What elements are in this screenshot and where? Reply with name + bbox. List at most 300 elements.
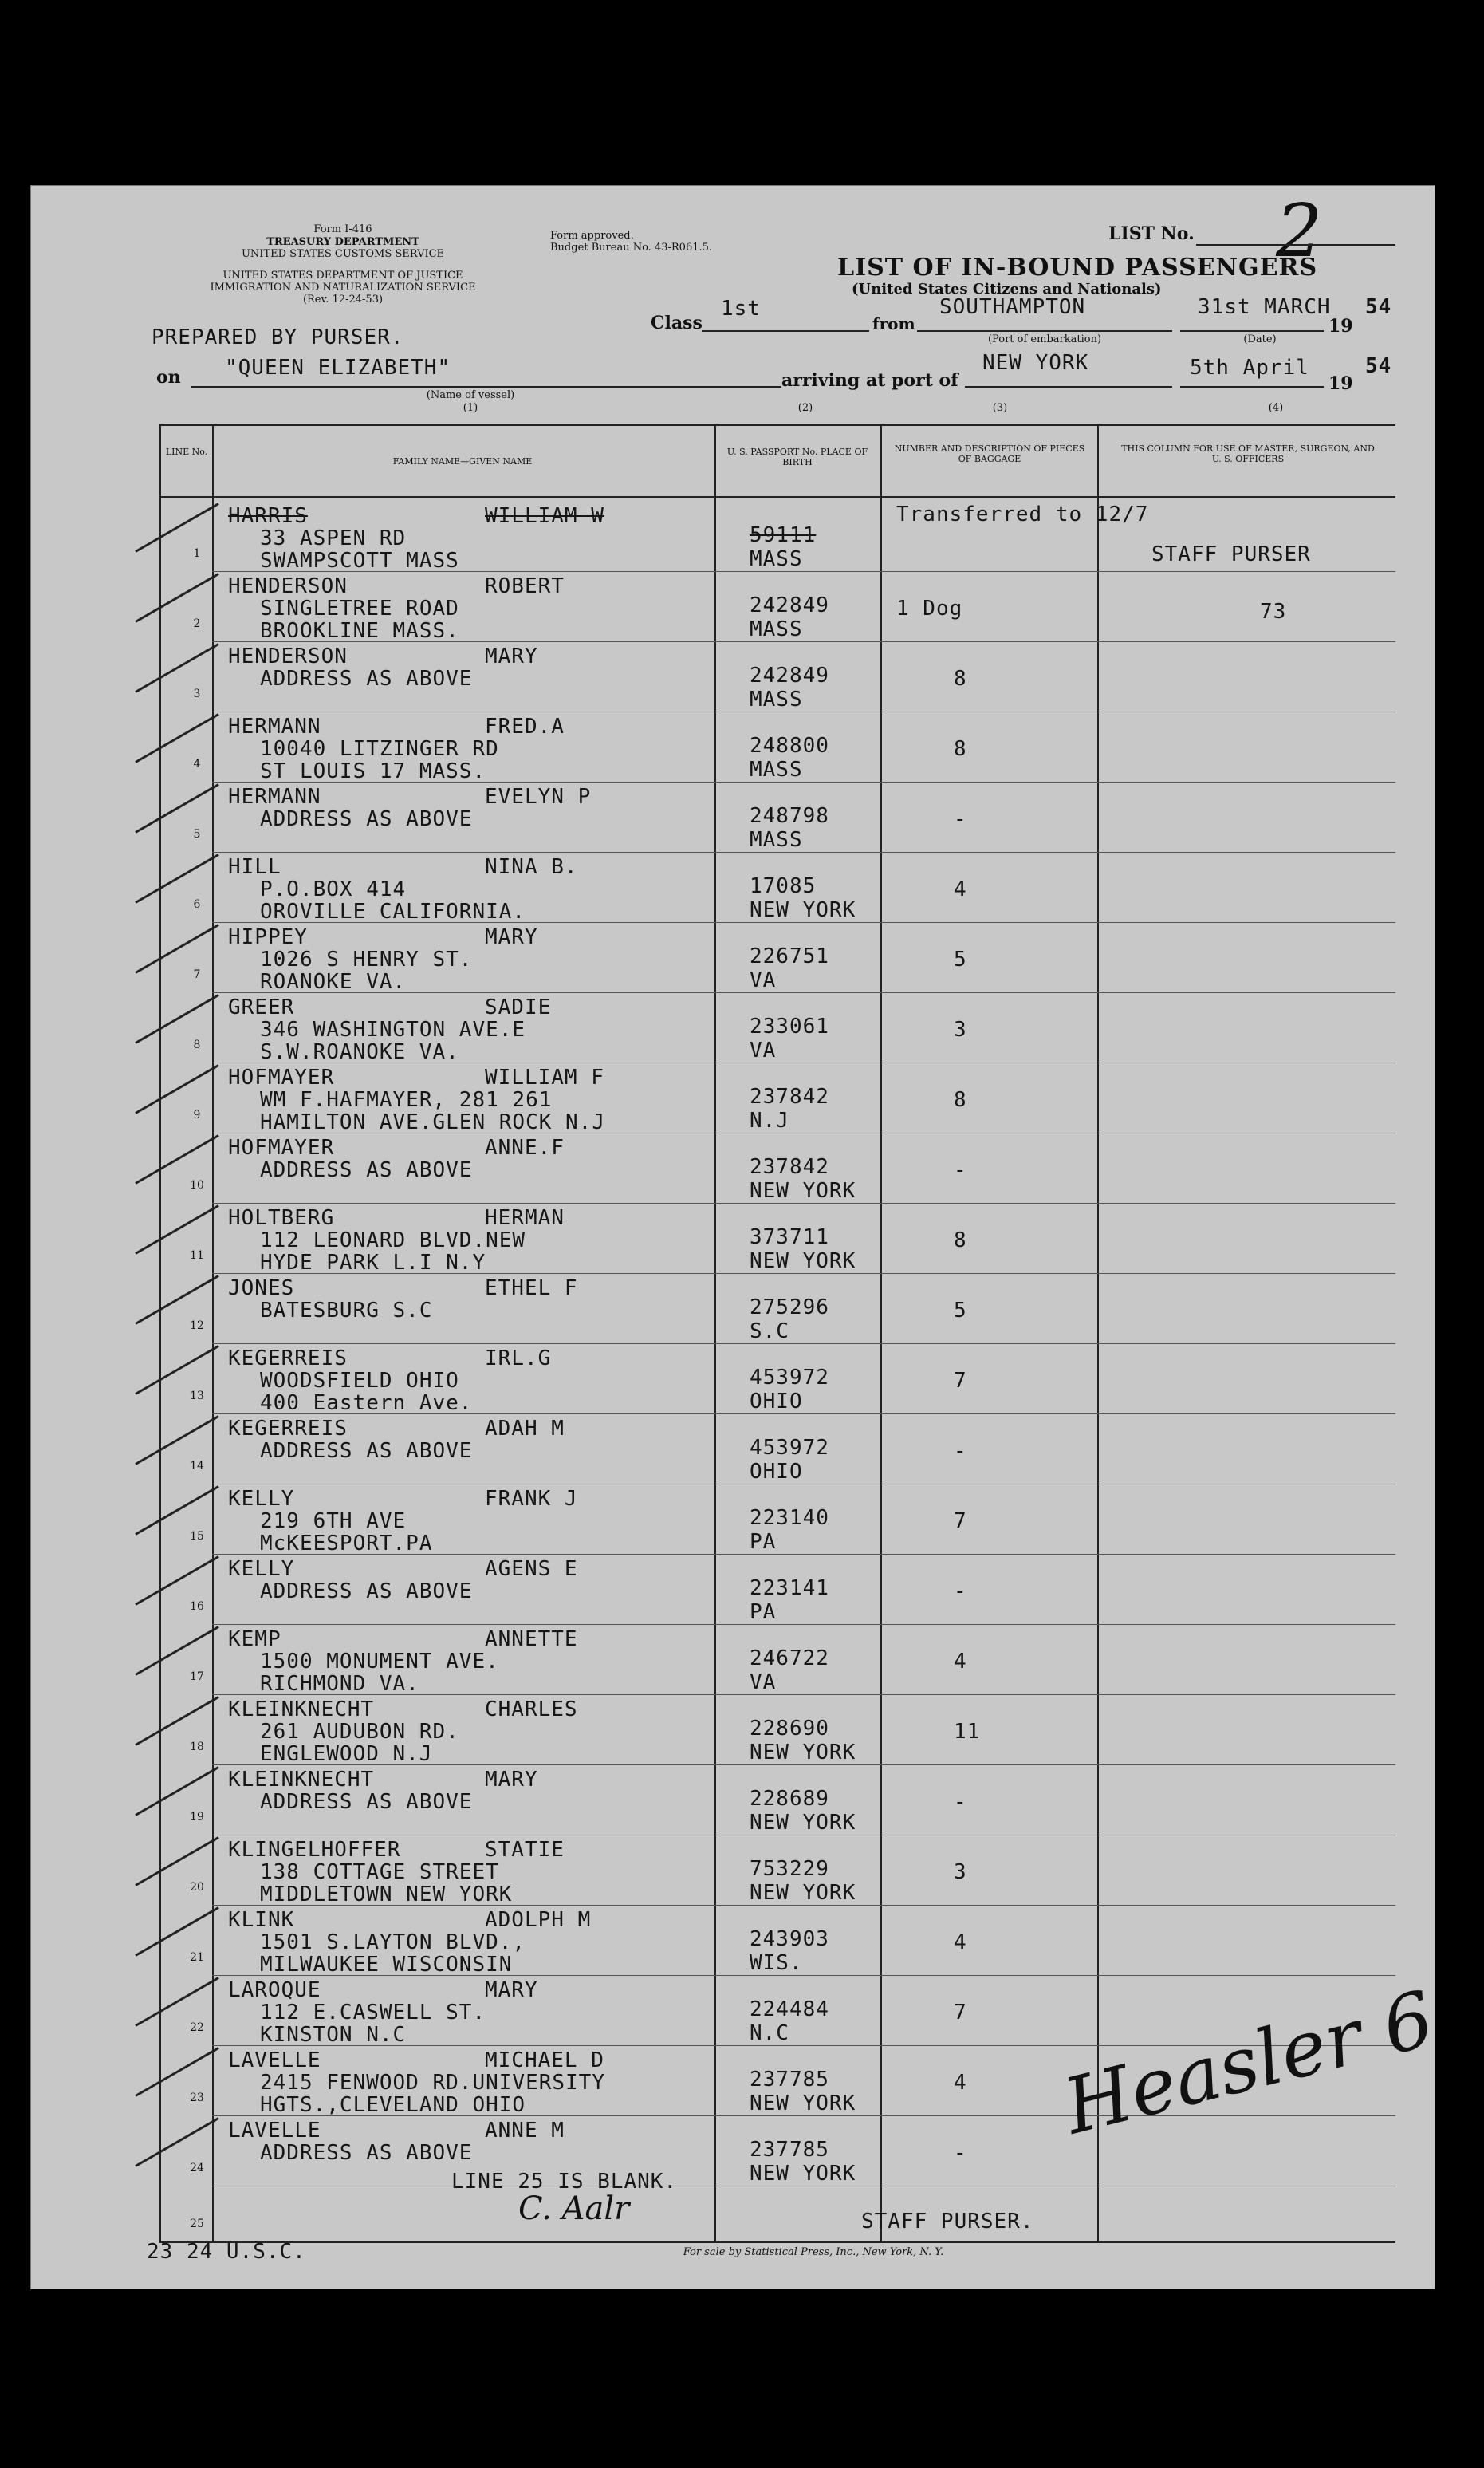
line-number: 11 [190,1249,204,1262]
check-mark [135,1204,218,1255]
place-of-birth: MASS [750,758,803,782]
row-divider [212,1764,1395,1765]
place-of-birth: OHIO [750,1390,803,1413]
vessel-name: "QUEEN ELIZABETH" [225,356,451,380]
address-line-1: ADDRESS AS ABOVE [260,1790,473,1814]
given-name: CHARLES [485,1697,578,1721]
given-name: MARY [485,925,538,949]
address-line-1: 346 WASHINGTON AVE.E [260,1018,526,1042]
table-top [159,424,1395,426]
list-no-rule [1196,244,1395,246]
line-number: 17 [190,1670,204,1683]
address-line-2: MILWAUKEE WISCONSIN [260,1953,513,1977]
table-row [0,2117,1484,2187]
table-row [0,854,1484,924]
family-name: HERMANN [228,715,321,739]
baggage: 4 [954,877,967,901]
place-of-birth: PA [750,1530,777,1554]
table-row [0,1275,1484,1345]
caption-2: (2) [797,402,813,414]
class-rule [702,330,869,332]
year-prefix: 19 [1329,316,1353,337]
line-number: 6 [193,898,201,911]
col-line-no: LINE No. [165,447,208,457]
inspector-signature: Heasler 6 [1055,1973,1443,2152]
address-line-1: 112 LEONARD BLVD.NEW [260,1228,526,1252]
given-name: ADOLPH M [485,1908,592,1932]
passport-number: 246722 [750,1646,829,1670]
check-mark [135,2047,218,2097]
passport-number: 248798 [750,804,829,828]
date-caption: (Date) [1243,333,1277,345]
form-approved: Form approved. [550,230,634,242]
given-name: MARY [485,1768,538,1792]
table-row [0,924,1484,994]
port-rule [965,386,1172,388]
baggage: 4 [954,1930,967,1954]
family-name: KEGERREIS [228,1346,348,1370]
address-line-1: SINGLETREE ROAD [260,597,459,621]
baggage: - [954,1790,967,1814]
passport-number: 237842 [750,1085,829,1109]
check-mark [135,1977,218,2027]
list-number: 2 [1276,188,1323,274]
given-name: ANNE M [485,2119,565,2143]
line-number: 24 [190,2162,204,2174]
address-line-2: OROVILLE CALIFORNIA. [260,900,526,924]
address-line-2: ROANOKE VA. [260,970,407,994]
address-line-1: 1501 S.LAYTON BLVD., [260,1930,526,1954]
family-name: HARRIS [228,504,308,528]
line-number: 21 [190,1951,204,1964]
check-mark [135,643,218,693]
check-mark [135,994,218,1044]
address-line-1: ADDRESS AS ABOVE [260,1579,473,1603]
officer-note: 73 [1260,600,1287,624]
place-of-birth: NEW YORK [750,2162,856,2186]
row-divider [212,992,1395,993]
address-line-1: 261 AUDUBON RD. [260,1720,459,1744]
ins: IMMIGRATION AND NATURALIZATION SERVICE [210,282,476,294]
passport-number: 223140 [750,1506,829,1530]
given-name: ANNE.F [485,1136,565,1160]
form-subtitle: (United States Citizens and Nationals) [852,281,1162,298]
table-row [0,1555,1484,1626]
table-row [0,1906,1484,1977]
baggage: Transferred to 12/7 [896,503,1149,526]
table-row [0,783,1484,854]
address-line-1: ADDRESS AS ABOVE [260,807,473,831]
passport-number: 17085 [750,874,817,898]
check-mark [135,1485,218,1536]
table-row [0,1134,1484,1204]
check-mark [135,1766,218,1816]
family-name: LAVELLE [228,2048,321,2072]
address-line-1: 33 ASPEN RD [260,526,407,550]
family-name: KLEINKNECHT [228,1768,375,1792]
from-rule [917,330,1172,332]
row-divider [212,571,1395,572]
baggage: - [954,1158,967,1182]
check-mark [135,573,218,623]
line-25-blank: LINE 25 IS BLANK. [451,2170,678,2194]
department: TREASURY DEPARTMENT [266,236,419,248]
given-name: ROBERT [485,574,565,598]
table-row [0,1204,1484,1275]
address-line-1: WM F.HAFMAYER, 281 261 [260,1088,553,1112]
place-of-birth: NEW YORK [750,1179,856,1203]
row-divider [212,1975,1395,1976]
given-name: NINA B. [485,855,578,879]
table-row [0,503,1484,573]
address-line-1: 1500 MONUMENT AVE. [260,1650,499,1674]
arrival-date: 5th April [1190,356,1309,380]
row-divider [212,1203,1395,1204]
passport-number: 275296 [750,1295,829,1319]
place-of-birth: S.C [750,1319,789,1343]
passport-number: 373711 [750,1225,829,1249]
address-line-1: 112 E.CASWELL ST. [260,2001,486,2024]
address-line-1: P.O.BOX 414 [260,877,407,901]
table-row [0,573,1484,643]
given-name: STATIE [485,1838,565,1862]
arrival-date-rule [1180,386,1324,388]
family-name: KLINK [228,1908,295,1932]
place-of-birth: OHIO [750,1460,803,1484]
col-baggage: NUMBER AND DESCRIPTION OF PIECES OF BAGGAGE [894,444,1085,464]
form-title: LIST OF IN-BOUND PASSENGERS [837,254,1318,282]
col-name: FAMILY NAME—GIVEN NAME [392,456,533,467]
line-number: 3 [193,688,201,700]
check-mark [135,1696,218,1746]
passport-number: 248800 [750,734,829,758]
line-number: 1 [193,547,201,560]
address-line-1: 219 6TH AVE [260,1509,407,1533]
family-name: KELLY [228,1557,295,1581]
family-name: JONES [228,1276,295,1300]
check-mark [135,1555,218,1606]
family-name: HOLTBERG [228,1206,335,1230]
family-name: HERMANN [228,785,321,809]
line-number: 8 [193,1039,201,1051]
given-name: IRL.G [485,1346,552,1370]
passport-number: 223141 [750,1576,829,1600]
row-divider [212,1624,1395,1625]
address-line-2: ENGLEWOOD N.J [260,1742,433,1766]
col-officers: THIS COLUMN FOR USE OF MASTER, SURGEON, AND U. S. OFFICERS [1121,444,1375,464]
address-line-2: 400 Eastern Ave. [260,1391,473,1415]
baggage: 7 [954,2001,967,2024]
address-line-2: McKEESPORT.PA [260,1532,433,1555]
year-to: 54 [1365,354,1392,378]
place-of-birth: VA [750,968,777,992]
passport-number: 233061 [750,1015,829,1039]
header-bottom [159,496,1395,498]
baggage: - [954,2141,967,2165]
customs-service: UNITED STATES CUSTOMS SERVICE [241,248,445,260]
line-number: 2 [193,617,201,630]
prepared-by: PREPARED BY PURSER. [152,325,404,349]
line-number: 5 [193,828,201,841]
address-line-2: HYDE PARK L.I N.Y [260,1251,486,1275]
form-number: Form I-416 [313,223,372,235]
address-line-2: ST LOUIS 17 MASS. [260,759,486,783]
table-row [0,994,1484,1064]
given-name: EVELYN P [485,785,592,809]
address-line-2: HAMILTON AVE.GLEN ROCK N.J [260,1110,605,1134]
passport-number: 228689 [750,1787,829,1811]
place-of-birth: NEW YORK [750,898,856,922]
address-line-2: HGTS.,CLEVELAND OHIO [260,2093,526,2117]
passport-number: 242849 [750,664,829,688]
given-name: MICHAEL D [485,2048,604,2072]
table-bottom [159,2241,1395,2243]
given-name: SADIE [485,995,552,1019]
caption-3: (3) [992,402,1008,414]
family-name: HENDERSON [228,645,348,668]
line-number: 22 [190,2021,204,2034]
arriving-label: arriving at port of [781,370,958,391]
given-name: WILLIAM W [485,504,604,528]
line-number: 7 [193,968,201,981]
baggage: 1 Dog [896,597,963,621]
baggage: - [954,807,967,831]
line-number: 15 [190,1530,204,1543]
caption-1: (1) [463,402,478,414]
address-line-1: ADDRESS AS ABOVE [260,2141,473,2165]
given-name: ETHEL F [485,1276,578,1300]
family-name: KEGERREIS [228,1417,348,1441]
family-name: KLINGELHOFFER [228,1838,401,1862]
place-of-birth: N.J [750,1109,789,1133]
table-row [0,1345,1484,1415]
departure-date: 31st MARCH [1198,295,1331,319]
address-line-2: KINSTON N.C [260,2023,407,2047]
vessel-caption: (Name of vessel) [426,389,515,401]
address-line-2: BROOKLINE MASS. [260,619,459,643]
footer-staff-purser: STAFF PURSER. [861,2210,1034,2233]
line-number: 12 [190,1319,204,1332]
arrival-port: NEW YORK [982,351,1089,375]
place-of-birth: NEW YORK [750,1811,856,1835]
address-line-1: ADDRESS AS ABOVE [260,1158,473,1182]
line-number: 23 [190,2091,204,2104]
passport-number: 228690 [750,1717,829,1741]
address-line-2: SWAMPSCOTT MASS [260,549,459,573]
baggage: 8 [954,667,967,691]
row-divider [212,1413,1395,1414]
year-from: 54 [1365,295,1392,319]
check-mark [135,1906,218,1957]
check-mark [135,1134,218,1185]
passport-number: 59111 [750,523,817,547]
table-row [0,1696,1484,1766]
table-row [0,1836,1484,1906]
class-label: Class [651,313,703,333]
table-row [0,1626,1484,1696]
place-of-birth: MASS [750,688,803,712]
line-number: 10 [190,1179,204,1192]
baggage: - [954,1439,967,1463]
baggage: 8 [954,1228,967,1252]
check-mark [135,924,218,974]
baggage: 3 [954,1860,967,1884]
passport-number: 243903 [750,1927,829,1951]
row-divider [212,1905,1395,1906]
family-name: HOFMAYER [228,1066,335,1090]
place-of-birth: NEW YORK [750,1881,856,1905]
address-line-2: RICHMOND VA. [260,1672,419,1696]
baggage: 8 [954,1088,967,1112]
passport-number: 237785 [750,2068,829,2091]
officer-note: STAFF PURSER [1151,542,1311,566]
baggage: 4 [954,2071,967,2095]
given-name: ADAH M [485,1417,565,1441]
address-line-2: S.W.ROANOKE VA. [260,1040,459,1064]
check-mark [135,1626,218,1676]
line-number: 13 [190,1390,204,1402]
place-of-birth: PA [750,1600,777,1624]
passport-number: 237842 [750,1155,829,1179]
family-name: HOFMAYER [228,1136,335,1160]
row-divider [212,641,1395,642]
date-rule [1180,330,1324,332]
address-line-1: 138 COTTAGE STREET [260,1860,499,1884]
baggage: 7 [954,1509,967,1533]
col-passport: U. S. PASSPORT No. PLACE OF BIRTH [726,447,868,467]
check-mark [135,1275,218,1325]
embark-caption: (Port of embarkation) [987,333,1102,345]
place-of-birth: N.C [750,2021,789,2045]
given-name: MARY [485,1978,538,2002]
table-row [0,1415,1484,1485]
row-divider [212,852,1395,853]
family-name: KEMP [228,1627,281,1651]
place-of-birth: NEW YORK [750,2091,856,2115]
table-row [0,1766,1484,1836]
baggage: - [954,1579,967,1603]
family-name: LAROQUE [228,1978,321,2002]
line-number: 16 [190,1600,204,1613]
family-name: KLEINKNECHT [228,1697,375,1721]
revision: (Rev. 12-24-53) [302,294,384,306]
given-name: FRANK J [485,1487,578,1511]
year-prefix-2: 19 [1329,373,1353,394]
given-name: WILLIAM F [485,1066,604,1090]
family-name: HENDERSON [228,574,348,598]
given-name: HERMAN [485,1206,565,1230]
check-mark [135,1415,218,1465]
baggage: 5 [954,1299,967,1323]
line-number: 14 [190,1460,204,1473]
passport-number: 753229 [750,1857,829,1881]
family-name: HIPPEY [228,925,308,949]
port-embarkation: SOUTHAMPTON [939,295,1086,319]
usc-note: 23 24 U.S.C. [147,2240,306,2264]
place-of-birth: NEW YORK [750,1741,856,1764]
passport-number: 453972 [750,1366,829,1390]
place-of-birth: MASS [750,547,803,571]
table-row [0,1064,1484,1134]
address-line-1: BATESBURG S.C [260,1299,433,1323]
place-of-birth: NEW YORK [750,1249,856,1273]
place-of-birth: MASS [750,617,803,641]
check-mark [135,713,218,763]
check-mark [135,1836,218,1886]
row-divider [212,1343,1395,1344]
check-mark [135,783,218,834]
table-row [0,1485,1484,1555]
check-mark [135,2117,218,2167]
place-of-birth: WIS. [750,1951,803,1975]
line-number: 9 [193,1109,201,1122]
check-mark [135,1345,218,1395]
address-line-1: 10040 LITZINGER RD [260,737,499,761]
caption-4: (4) [1268,402,1284,414]
from-label: from [872,314,915,333]
address-line-1: ADDRESS AS ABOVE [260,667,473,691]
table-row [0,713,1484,783]
vessel-rule [191,386,781,388]
row-divider [212,1273,1395,1274]
justice-dept: UNITED STATES DEPARTMENT OF JUSTICE [222,270,463,282]
baggage: 3 [954,1018,967,1042]
address-line-1: ADDRESS AS ABOVE [260,1439,473,1463]
on-label: on [156,367,181,388]
passport-number: 237785 [750,2138,829,2162]
given-name: FRED.A [485,715,565,739]
line-number-25: 25 [190,2218,204,2230]
baggage: 8 [954,737,967,761]
address-line-1: WOODSFIELD OHIO [260,1369,459,1393]
line-number: 19 [190,1811,204,1823]
baggage: 5 [954,948,967,972]
address-line-1: 2415 FENWOOD RD.UNIVERSITY [260,2071,605,2095]
given-name: ANNETTE [485,1627,578,1651]
family-name: GREER [228,995,295,1019]
table-row [0,643,1484,713]
purser-signature: C. Aalr [518,2190,630,2227]
line-number: 4 [193,758,201,771]
row-divider [212,922,1395,923]
line-number: 20 [190,1881,204,1894]
check-mark [135,854,218,904]
family-name: LAVELLE [228,2119,321,2143]
place-of-birth: VA [750,1039,777,1063]
printer-note: For sale by Statistical Press, Inc., New York, N. Y. [683,2246,944,2258]
budget-bureau: Budget Bureau No. 43-R061.5. [550,242,713,254]
list-no-label: LIST No. [1108,223,1195,244]
baggage: 11 [954,1720,981,1744]
place-of-birth: MASS [750,828,803,852]
line-number: 18 [190,1741,204,1753]
address-line-2: MIDDLETOWN NEW YORK [260,1883,513,1906]
passport-number: 453972 [750,1436,829,1460]
class-value: 1st [721,297,761,321]
check-mark [135,1064,218,1114]
given-name: AGENS E [485,1557,578,1581]
check-mark [135,503,218,553]
given-name: MARY [485,645,538,668]
row-divider [212,1694,1395,1695]
family-name: KELLY [228,1487,295,1511]
place-of-birth: VA [750,1670,777,1694]
baggage: 7 [954,1369,967,1393]
row-divider [212,782,1395,783]
passport-number: 224484 [750,1997,829,2021]
row-divider [212,1554,1395,1555]
address-line-1: 1026 S HENRY ST. [260,948,473,972]
